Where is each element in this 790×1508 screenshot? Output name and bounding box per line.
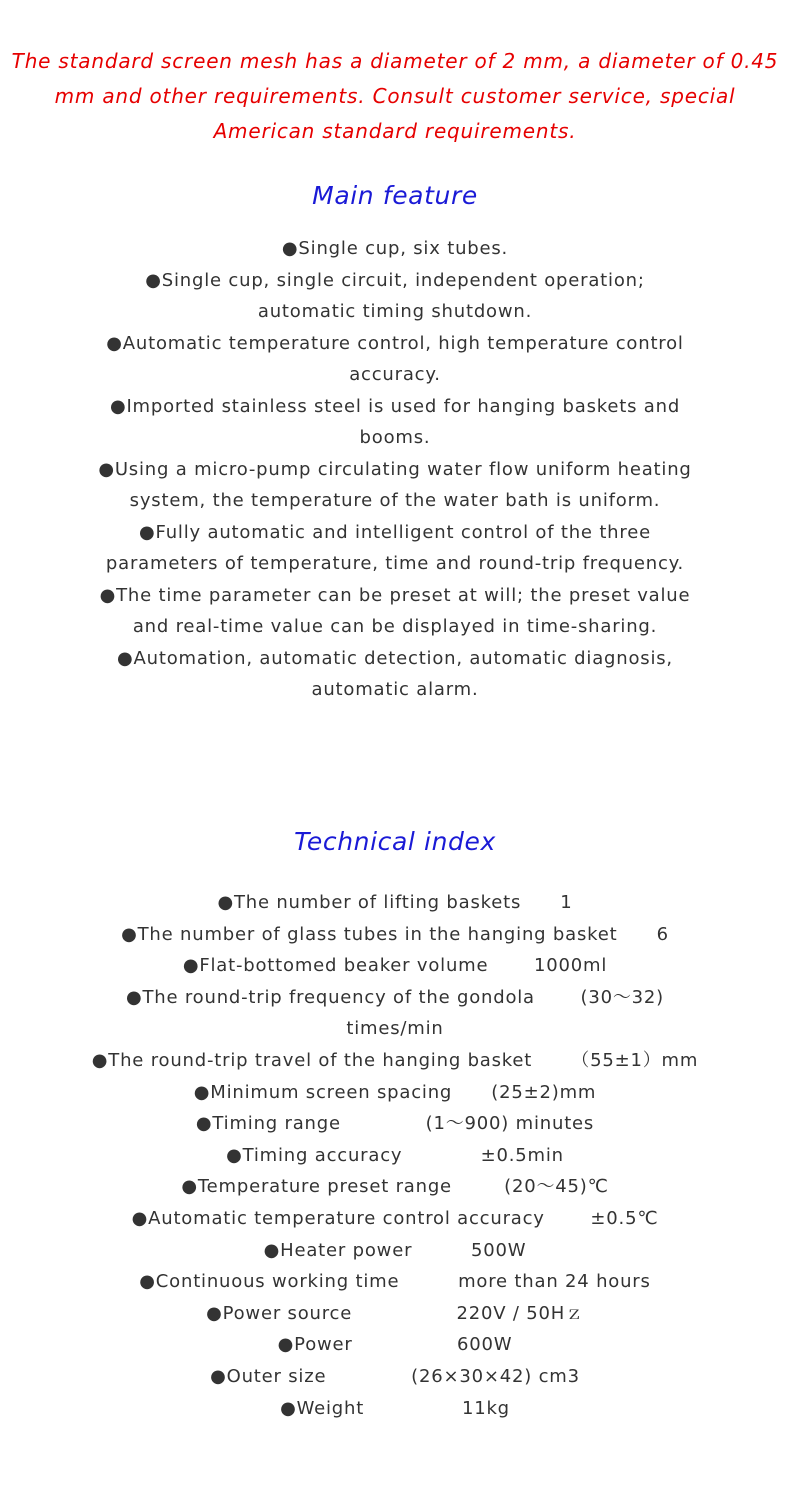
spec-label: ●Heater power (263, 1239, 413, 1261)
spec-gap (341, 1113, 426, 1134)
spec-row (20, 1298, 770, 1330)
spec-row (20, 1361, 770, 1393)
spec-gap (532, 1050, 571, 1071)
spec-list (20, 887, 770, 1424)
spec-gap (326, 1366, 411, 1387)
feature-item: ●Automation, automatic detection, automatic diagnosis, automatic alarm. (117, 647, 673, 700)
spec-label: ●Continuous working time (139, 1271, 400, 1293)
spec-value: 11kg (461, 1397, 510, 1419)
spec-label: ●The number of lifting baskets (217, 892, 522, 913)
spec-row (20, 1140, 770, 1172)
spec-gap (535, 987, 581, 1008)
feature-item: ●Single cup, single circuit, independent operation; automatic timing shutdown. (145, 269, 645, 322)
spec-value: (20～45)℃ (504, 1176, 609, 1198)
technical-index-heading: Technical index (294, 827, 496, 856)
spec-row (20, 1393, 770, 1425)
spec-label: ●Timing range (195, 1113, 341, 1135)
spec-row (20, 1171, 770, 1203)
spec-gap (452, 1176, 504, 1197)
spec-row (20, 887, 770, 919)
spec-gap (412, 1240, 471, 1261)
spec-label: ●The round-trip travel of the hanging basket (91, 1049, 533, 1071)
feature-list (95, 233, 695, 706)
spec-gap (402, 1145, 480, 1166)
spec-label: ●The number of glass tubes in the hanging basket (121, 923, 618, 945)
spec-value: 1 (560, 892, 573, 913)
spec-value: 500W (470, 1239, 527, 1261)
spec-row (20, 1108, 770, 1140)
spec-value: more than 24 hours (458, 1271, 651, 1293)
spec-label: ●Timing accuracy (226, 1144, 403, 1166)
spec-value: (25±2)mm (491, 1081, 597, 1103)
spec-row (20, 1329, 770, 1361)
spec-gap (545, 1208, 591, 1229)
requirements-notice: The standard screen mesh has a diameter of 2 mm, a diameter of 0.45 mm and other requirements. Consult customer service, special American standard requirements. (11, 49, 779, 143)
spec-label: ●Flat-bottomed beaker volume (182, 955, 489, 977)
spec-row (20, 1045, 770, 1077)
spec-value: (1～900) minutes (425, 1113, 595, 1135)
spec-row (20, 919, 770, 951)
feature-item: ●Fully automatic and intelligent control of the three parameters of temperature, time and round-trip frequency. (105, 521, 685, 574)
spec-value: 1000ml (534, 955, 608, 977)
spec-value: (30～32) times/min (346, 986, 671, 1040)
spec-label: ●Temperature preset range (181, 1176, 452, 1198)
spec-gap (488, 955, 534, 976)
spec-row (20, 950, 770, 982)
spec-value: 220V / 50Hｚ (456, 1302, 584, 1324)
spec-gap (399, 1271, 458, 1292)
feature-item: ●Imported stainless steel is used for hanging baskets and booms. (109, 395, 681, 448)
spec-label: ●Outer size (210, 1365, 327, 1387)
spec-value: ±0.5min (480, 1144, 564, 1166)
feature-item: ●The time parameter can be preset at will; the preset value and real-time value can be displayed in time-sharing. (99, 584, 691, 637)
spec-row (20, 1266, 770, 1298)
spec-label: ●The round-trip frequency of the gondola (125, 986, 535, 1008)
spec-label: ●Weight (280, 1397, 365, 1419)
spec-row (20, 982, 770, 1045)
spec-value: 600W (456, 1334, 513, 1356)
spec-label: ●Power source (206, 1302, 353, 1324)
main-feature-heading: Main feature (312, 181, 478, 210)
spec-label: ●Power (277, 1334, 353, 1356)
feature-item: ●Single cup, six tubes. (281, 238, 509, 259)
spec-gap (353, 1334, 457, 1355)
spec-value: （55±1）mm (571, 1049, 699, 1071)
spec-label: ●Automatic temperature control accuracy (131, 1207, 545, 1229)
spec-gap (452, 1082, 491, 1103)
spec-gap (364, 1398, 462, 1419)
spec-gap (352, 1303, 456, 1324)
feature-item: ●Automatic temperature control, high temperature control accuracy. (106, 332, 684, 385)
spec-row (20, 1235, 770, 1267)
spec-value: (26×30×42) cm3 (411, 1365, 580, 1387)
spec-value: 6 (656, 923, 669, 945)
spec-gap (521, 892, 560, 913)
spec-row (20, 1203, 770, 1235)
spec-row (20, 1077, 770, 1109)
spec-value: ±0.5℃ (590, 1207, 659, 1229)
spec-gap (617, 924, 656, 945)
spec-label: ●Minimum screen spacing (193, 1081, 453, 1103)
feature-item: ●Using a micro-pump circulating water flow uniform heating system, the temperature of the water bath is uniform. (98, 458, 692, 511)
